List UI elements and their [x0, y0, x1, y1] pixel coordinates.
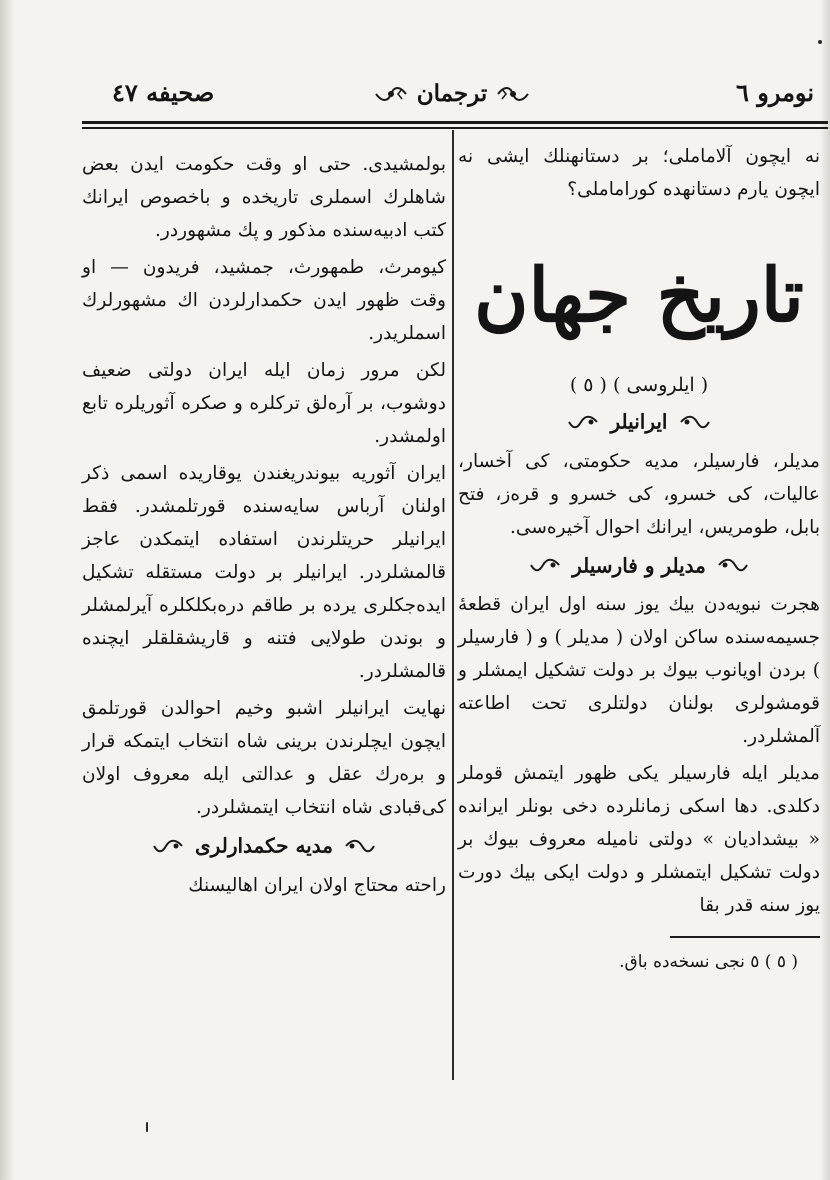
body-paragraph: بولمشیدی. حتی او وقت حکومت ایدن بعض شاهلرك اسملری تاریخده و باخصوص ایرانك کتب ادبیه‌سنده مذکور و پك مشهوردر.: [82, 154, 446, 241]
body-paragraph: هجرت نبویه‌دن بیك یوز سنه اول ایران قطعهٔ جسیمه‌سنده ساکن اولان ( مدیلر ) و ( فارسیلر ) بردن اویانوب بیوك بر دولت تشکیل ایمشلر و قومشولری بولنان دولتلری تحت اطاعته آلمشلردر.: [458, 594, 820, 747]
page-header: [82, 74, 822, 118]
body-paragraph: ایران آثوریه بیوندریغندن یوقاریده اسمی ذکر اولنان آرباس سایه‌سنده قورتلمشدر. فقط ایرانیلر حریتلرندن استفاده ایتمکدن عاجز قالمشلردر. ایرانیلر بر دولت مستقله تشکیل ایده‌جکلری یرده بر طاقم دره‌بکلکلره آیرلمشلر و بوندن طولایی فتنه و قاریشقلقلر ایچنده قالمشلردر.: [82, 463, 446, 682]
left-column: [82, 148, 446, 902]
footnote: ( ٥ ) ٥ نجی نسخه‌ده باق.: [619, 951, 798, 972]
ornament-left-icon: [374, 83, 408, 105]
header-rule-thin: [82, 127, 828, 129]
scan-edge-right: [820, 0, 830, 1180]
article-subtitle: ( ایلروسی ) ( ٥ ): [569, 374, 709, 396]
section-ornament-icon: [152, 835, 186, 857]
section-title: مدیلر و فارسیلر: [572, 553, 706, 577]
newspaper-name: ترجمان: [416, 80, 488, 107]
header-rule-thick: [82, 121, 828, 124]
page-number: صحيفه ٤٧: [112, 78, 215, 107]
scan-edge-left: [0, 0, 14, 1180]
right-column: [458, 140, 820, 976]
scan-speck: [146, 1122, 148, 1132]
footnote-rule: [670, 936, 820, 938]
body-paragraph: نهایت ایرانیلر اشبو وخیم احوالدن قورتلمق ایچون ایچلرندن برینی شاه انتخاب ایتمکه قرار و بره‌رك عقل و عدالتی ایله معروف اولان کی‌قبادی شاه انتخاب ایتمشلردر.: [82, 698, 446, 818]
body-paragraph: کیومرث، طمهورث، جمشید، فریدون — او وقت ظهور ایدن حکمدارلردن اك مشهورلرك اسملریدر.: [82, 257, 446, 344]
section-heading-medes-persians: [458, 550, 820, 581]
section-ornament-icon: [677, 411, 711, 433]
section-heading-median-rulers: [82, 830, 446, 861]
body-paragraph: راحته محتاج اولان ایران اهالیسنك: [188, 874, 446, 896]
section-ornament-icon: [567, 411, 601, 433]
article-title: تاریخ جهان: [474, 253, 804, 339]
epigraph: نه ایچون آلاماملی؛ بر دستانهنلك ایشی نه ایچون یارم دستانهده کوراماملی؟: [458, 146, 820, 200]
issue-number: نومرو ٦: [735, 78, 814, 107]
summary-paragraph: مدیلر، فارسیلر، مدیه حکومتی، کی آخسار، عالیات، کی خسرو، کی خسرو و قره‌ز، فتح بابل، طومریس، ایرانك احوال آخیره‌سی.: [458, 450, 820, 538]
body-paragraph: مدیلر ایله فارسیلر یکی ظهور ایتمش قوملر دکلدی. دها اسکی زمانلرده دخی بونلر ایرانده « بیشدادیان » دولتی نامیله معروف بیوك بر دولت تشکیل ایتمشلر و دولت ایکی بیك دورت یوز سنه قدر بقا: [458, 763, 820, 916]
section-ornament-icon: [715, 554, 749, 576]
section-title: ایرانیلر: [610, 409, 668, 434]
column-divider: [452, 130, 454, 1080]
section-heading-iranians: [458, 406, 820, 437]
section-ornament-icon: [342, 835, 376, 857]
body-paragraph: لکن مرور زمان ایله ایران دولتی ضعیف دوشوب، بر آره‌لق ترکلره و صکره آثوریلره تابع اولمشدر.: [82, 360, 446, 447]
scan-speck: [818, 40, 822, 44]
ornament-right-icon: [496, 83, 530, 105]
section-title: مدیه حکمدارلری: [195, 833, 333, 858]
section-ornament-icon: [529, 554, 563, 576]
